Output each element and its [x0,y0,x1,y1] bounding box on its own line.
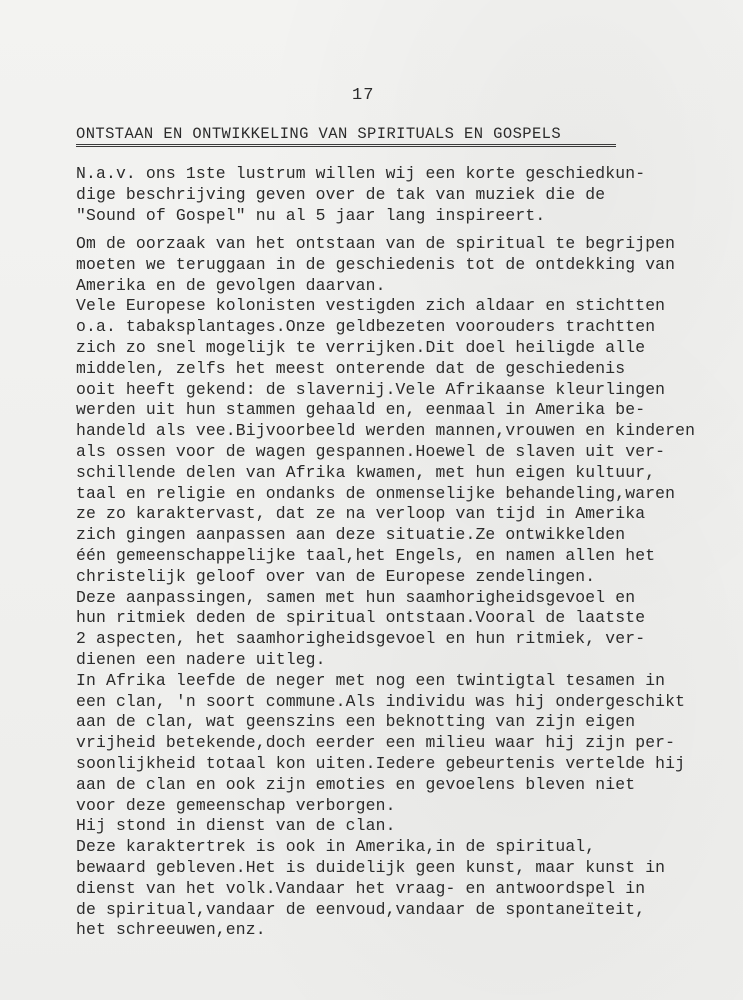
text-line: vrijheid betekende,doch eerder een milieu waar hij zijn per- [76,733,676,753]
text-line: voor deze gemeenschap verborgen. [76,795,396,815]
text-line: hun ritmiek deden de spiritual ontstaan.Vooral de laatste [76,608,646,628]
text-line: ooit heeft gekend: de slavernij.Vele Afrikaanse kleurlingen [76,379,666,399]
text-line: N.a.v. ons 1ste lustrum willen wij een korte geschiedkun- [76,164,646,183]
text-line: Deze aanpassingen, samen met hun saamhorigheidsgevoel en [76,587,636,607]
text-line: zich gingen aanpassen aan deze situatie.Ze ontwikkelden [76,525,626,545]
text-line: Vele Europese kolonisten vestigden zich aldaar en stichtten [76,296,666,316]
page-number: 17 [352,86,375,105]
text-line: als ossen voor de wagen gespannen.Hoewel de slaven uit ver- [76,441,666,461]
text-line: Deze karaktertrek is ook in Amerika,in de spiritual, [76,837,596,857]
body-text [76,234,736,941]
text-line: zich zo snel mogelijk te verrijken.Dit doel heiligde alle [76,337,646,357]
intro-paragraph [76,164,736,226]
text-line: werden uit hun stammen gehaald en, eenmaal in Amerika be- [76,400,646,420]
text-line: Hij stond in dienst van de clan. [76,816,396,836]
text-line: handeld als vee.Bijvoorbeeld werden mannen,vrouwen en kinderen [76,421,696,441]
text-line: soonlijkheid totaal kon uiten.Iedere gebeurtenis vertelde hij [76,753,686,773]
text-line: middelen, zelfs het meest onterende dat de geschiedenis [76,358,626,378]
text-line: één gemeenschappelijke taal,het Engels, en namen allen het [76,545,656,565]
text-line: Om de oorzaak van het ontstaan van de spiritual te begrijpen [76,234,676,253]
text-line: "Sound of Gospel" nu al 5 jaar lang inspireert. [76,205,546,225]
text-line: ze zo karaktervast, dat ze na verloop van tijd in Amerika [76,504,646,524]
text-line: In Afrika leefde de neger met nog een twintigtal tesamen in [76,670,666,690]
text-line: de spiritual,vandaar de eenvoud,vandaar de spontaneïteit, [76,899,646,919]
text-line: bewaard gebleven.Het is duidelijk geen kunst, maar kunst in [76,857,666,877]
text-line: het schreeuwen,enz. [76,920,266,940]
text-line: moeten we teruggaan in de geschiedenis tot de ontdekking van [76,254,676,274]
text-line: dige beschrijving geven over de tak van muziek die de [76,184,606,204]
text-line: Amerika en de gevolgen daarvan. [76,275,386,295]
text-line: o.a. tabaksplantages.Onze geldbezeten voorouders trachtten [76,317,656,337]
page-title: ONTSTAAN EN ONTWIKKELING VAN SPIRITUALS EN GOSPELS [76,126,616,147]
text-line: aan de clan en ook zijn emoties en gevoelens bleven niet [76,774,636,794]
text-line: christelijk geloof over van de Europese zendelingen. [76,566,596,586]
text-line: schillende delen van Afrika kwamen, met hun eigen kultuur, [76,462,656,482]
text-line: dienen een nadere uitleg. [76,649,326,669]
text-line: een clan, 'n soort commune.Als individu was hij ondergeschikt [76,691,686,711]
text-line: 2 aspecten, het saamhorigheidsgevoel en hun ritmiek, ver- [76,629,646,649]
text-line: dienst van het volk.Vandaar het vraag- en antwoordspel in [76,878,646,898]
text-line: aan de clan, wat geenszins een beknotting van zijn eigen [76,712,636,732]
text-line: taal en religie en ondanks de onmenselijke behandeling,waren [76,483,676,503]
